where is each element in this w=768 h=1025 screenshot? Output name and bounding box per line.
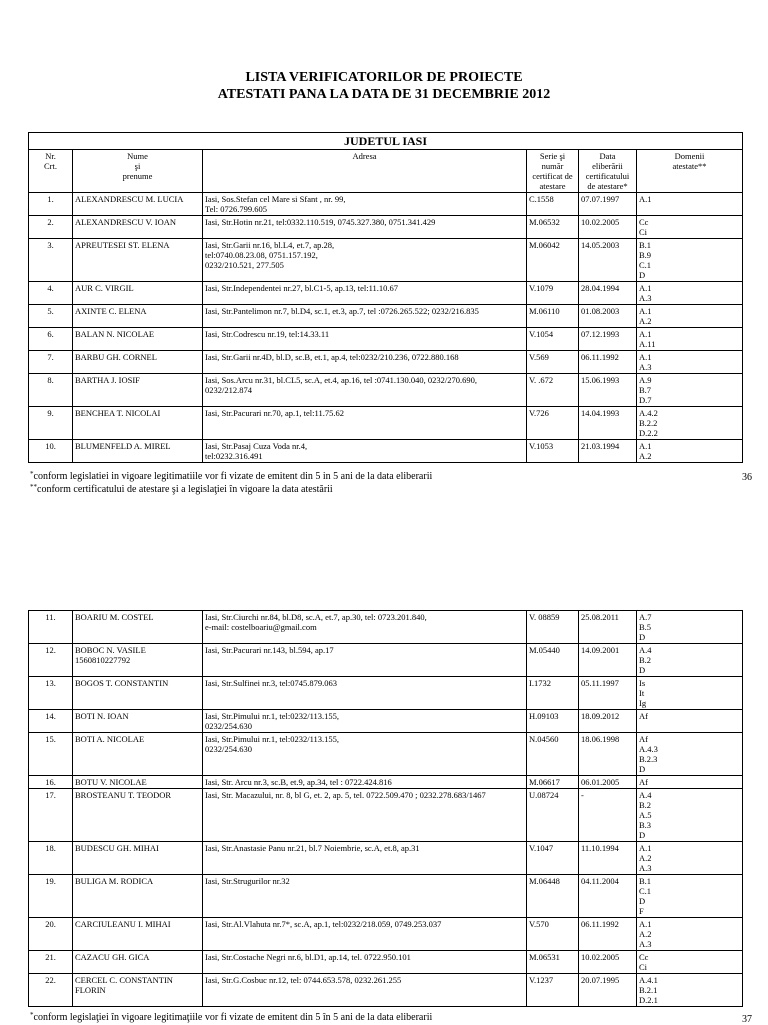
row-certificate-number: V.1053 [527, 440, 579, 463]
row-name-line: BOGOS T. CONSTANTIN [75, 678, 169, 688]
row-number: 6. [29, 328, 73, 351]
row-address-line: Iasi, Str.Costache Negri nr.6, bl.D1, ap.14, tel. 0722.950.101 [205, 952, 411, 962]
row-name-line: BLUMENFELD A. MIREL [75, 441, 171, 451]
table-row [29, 842, 743, 875]
row-address-line: Iasi, Str.Al.Vlahuta nr.7*, sc.A, ap.1, tel:0232/218.059, 0749.253.037 [205, 919, 442, 929]
row-domains-line: A.4 [639, 790, 652, 800]
row-address [203, 789, 527, 842]
row-domains-line: It [639, 688, 645, 698]
row-address-line: 0232/254.630 [205, 721, 252, 731]
row-address [203, 239, 527, 282]
row-name-line: 1560810227792 [75, 655, 131, 665]
row-address-line: Iasi, Sos.Stefan cel Mare si Sfant , nr. 99, [205, 194, 346, 204]
row-name-line: BARBU GH. CORNEL [75, 352, 157, 362]
row-name [73, 776, 203, 789]
table-row [29, 677, 743, 710]
table-row [29, 918, 743, 951]
row-certificate-number: I.1732 [527, 677, 579, 710]
row-domains [637, 611, 743, 644]
row-domains-line: A.1 [639, 352, 652, 362]
row-domains-line: A.5 [639, 810, 652, 820]
row-name-line: BALAN N. NICOLAE [75, 329, 155, 339]
row-issue-date: 11.10.1994 [579, 842, 637, 875]
row-domains-line: A.2 [639, 451, 652, 461]
row-certificate-number: V. 08859 [527, 611, 579, 644]
row-domains-line: B.2.2 [639, 418, 658, 428]
verifiers-table-page1 [28, 132, 743, 463]
row-name [73, 974, 203, 1007]
row-address-line: Iasi, Str.Garii nr.16, bl.L4, et.7, ap.28, [205, 240, 335, 250]
row-address [203, 216, 527, 239]
row-number: 1. [29, 193, 73, 216]
table-row [29, 875, 743, 918]
table-row [29, 193, 743, 216]
row-domains-line: B.2 [639, 800, 652, 810]
row-domains [637, 374, 743, 407]
row-domains [637, 216, 743, 239]
row-number: 20. [29, 918, 73, 951]
row-issue-date: 20.07.1995 [579, 974, 637, 1007]
row-address [203, 875, 527, 918]
row-domains-line: Ci [639, 962, 648, 972]
row-domains-line: Cc [639, 217, 649, 227]
row-domains-line: D.2.2 [639, 428, 658, 438]
row-address-line: Iasi, Str. Macazului, nr. 8, bl G, et. 2, ap. 5, tel. 0722.509.470 ; 0232.278.683/1467 [205, 790, 486, 800]
row-name [73, 918, 203, 951]
row-number: 3. [29, 239, 73, 282]
footnote-1 [30, 471, 432, 482]
table-row [29, 974, 743, 1007]
row-certificate-number: V.1237 [527, 974, 579, 1007]
row-address-line: Iasi, Str.Pacurari nr.143, bl.594, ap.17 [205, 645, 334, 655]
header-domains: Domenii atestate** [637, 150, 743, 193]
row-address [203, 974, 527, 1007]
row-name-line: BUDESCU GH. MIHAI [75, 843, 159, 853]
row-domains-line: A.1 [639, 283, 652, 293]
row-domains [637, 193, 743, 216]
row-issue-date: 01.08.2003 [579, 305, 637, 328]
row-address [203, 710, 527, 733]
row-issue-date: 10.02.2005 [579, 216, 637, 239]
table-row [29, 644, 743, 677]
row-domains-line: D [639, 896, 646, 906]
row-address-line: Iasi, Str.Sulfinei nr.3, tel:0745.879.063 [205, 678, 337, 688]
row-domains-line: D [639, 270, 646, 280]
row-issue-date: 14.05.2003 [579, 239, 637, 282]
row-domains-line: B.2.1 [639, 985, 658, 995]
row-address [203, 193, 527, 216]
row-number: 21. [29, 951, 73, 974]
row-domains-line: Cc [639, 952, 649, 962]
row-domains-line: A.1 [639, 441, 652, 451]
row-issue-date: 14.09.2001 [579, 644, 637, 677]
row-name-line: CERCEL C. CONSTANTIN [75, 975, 173, 985]
page-number-37: 37 [742, 1014, 752, 1025]
row-domains-line: A.2 [639, 929, 652, 939]
row-issue-date: 18.06.1998 [579, 733, 637, 776]
row-certificate-number: C.1558 [527, 193, 579, 216]
row-address-line: Iasi, Str.Codrescu nr.19, tel:14.33.11 [205, 329, 330, 339]
row-address-line: Iasi, Str.Pacurari nr.70, ap.1, tel:11.75.62 [205, 408, 344, 418]
row-name [73, 440, 203, 463]
row-domains-line: A.4.1 [639, 975, 658, 985]
row-number: 15. [29, 733, 73, 776]
row-address [203, 644, 527, 677]
row-address-line: 0232/210.521, 277.505 [205, 260, 284, 270]
row-issue-date: 21.03.1994 [579, 440, 637, 463]
row-address-line: 0232/254.630 [205, 744, 252, 754]
row-domains-line: A.7 [639, 612, 652, 622]
row-name-line: CAZACU GH. GICA [75, 952, 150, 962]
row-domains [637, 951, 743, 974]
row-issue-date: 28.04.1994 [579, 282, 637, 305]
row-name-line: APREUTESEI ST. ELENA [75, 240, 170, 250]
row-name [73, 875, 203, 918]
row-domains [637, 407, 743, 440]
row-domains-line: B.3 [639, 820, 652, 830]
row-address-line: Iasi, Str.Hotin nr.21, tel:0332.110.519, 0745.327.380, 0751.341.429 [205, 217, 436, 227]
row-number: 19. [29, 875, 73, 918]
footnote-2 [30, 484, 333, 495]
table-row [29, 710, 743, 733]
row-name-line: ALEXANDRESCU M. LUCIA [75, 194, 184, 204]
row-address-line: Iasi, Str.G.Cosbuc nr.12, tel: 0744.653.578, 0232.261.255 [205, 975, 402, 985]
row-name [73, 282, 203, 305]
row-domains-line: Af [639, 711, 648, 721]
row-domains [637, 789, 743, 842]
row-name [73, 789, 203, 842]
row-address-line: Iasi, Str.Anastasie Panu nr.21, bl.7 Noiembrie, sc.A, et.8, ap.31 [205, 843, 420, 853]
table-row [29, 282, 743, 305]
row-domains-line: A.3 [639, 863, 652, 873]
row-name-line: BARTHA J. IOSIF [75, 375, 140, 385]
row-domains-line: B.2.3 [639, 754, 658, 764]
row-address-line: Iasi, Str.Pimului nr.1, tel:0232/113.155, [205, 734, 340, 744]
row-domains [637, 733, 743, 776]
row-domains-line: A.1 [639, 843, 652, 853]
row-issue-date: 07.07.1997 [579, 193, 637, 216]
row-domains [637, 842, 743, 875]
row-name [73, 407, 203, 440]
row-name-line: AXINTE C. ELENA [75, 306, 147, 316]
row-name-line: BENCHEA T. NICOLAI [75, 408, 161, 418]
row-address-line: tel:0740.08.23.08, 0751.157.192, [205, 250, 318, 260]
row-name-line: BOTI A. NICOLAE [75, 734, 145, 744]
row-name-line: FLORIN [75, 985, 106, 995]
row-certificate-number: M.06448 [527, 875, 579, 918]
table-row [29, 328, 743, 351]
row-number: 9. [29, 407, 73, 440]
row-issue-date: 18.09.2012 [579, 710, 637, 733]
row-name [73, 644, 203, 677]
row-domains [637, 677, 743, 710]
document-title-line2: ATESTATI PANA LA DATA DE 31 DECEMBRIE 2012 [217, 87, 551, 102]
row-number: 5. [29, 305, 73, 328]
verifiers-table-page2 [28, 610, 743, 1007]
row-name [73, 351, 203, 374]
row-address-line: Iasi, Str.Pasaj Cuza Voda nr.4, [205, 441, 308, 451]
row-domains-line: A.3 [639, 939, 652, 949]
table-row [29, 440, 743, 463]
row-certificate-number: M.06532 [527, 216, 579, 239]
row-domains [637, 305, 743, 328]
row-issue-date: 06.11.1992 [579, 351, 637, 374]
row-domains [637, 440, 743, 463]
row-domains-line: A.11 [639, 339, 656, 349]
footnote-1-text: conform legislatiei in vigoare legitimatiile vor fi vizate de emitent din 5 in 5 ani de la data eliberarii [33, 471, 433, 482]
row-domains-line: Ci [639, 227, 648, 237]
table-body-page2 [29, 611, 743, 1007]
county-heading: JUDETUL IASI [29, 133, 743, 150]
row-address-line: e-mail: costelboariu@gmail.com [205, 622, 317, 632]
row-domains-line: A.2 [639, 853, 652, 863]
row-issue-date: 15.06.1993 [579, 374, 637, 407]
row-name [73, 239, 203, 282]
row-issue-date: 06.11.1992 [579, 918, 637, 951]
row-address [203, 733, 527, 776]
table-body-page1 [29, 193, 743, 463]
row-domains-line: A.1 [639, 194, 652, 204]
row-name [73, 733, 203, 776]
row-domains-line: B.7 [639, 385, 652, 395]
row-number: 18. [29, 842, 73, 875]
row-certificate-number: H.09103 [527, 710, 579, 733]
row-domains-line: A.9 [639, 375, 652, 385]
row-name-line: BOARIU M. COSTEL [75, 612, 154, 622]
row-domains-line: D.7 [639, 395, 652, 405]
row-certificate-number: M.06110 [527, 305, 579, 328]
footnote-3 [30, 1012, 432, 1023]
row-issue-date: 06.01.2005 [579, 776, 637, 789]
row-name [73, 710, 203, 733]
row-domains-line: B.1 [639, 876, 652, 886]
row-name-line: BROSTEANU T. TEODOR [75, 790, 172, 800]
row-address-line: Iasi, Str.Garii nr.4D, bl.D, sc.B, et.1, ap.4, tel:0232/210.236, 0722.880.168 [205, 352, 459, 362]
table-row [29, 305, 743, 328]
footnote-1-mark: * [30, 470, 34, 478]
row-address [203, 305, 527, 328]
row-domains-line: D.2.1 [639, 995, 658, 1005]
row-address [203, 677, 527, 710]
row-certificate-number: U.08724 [527, 789, 579, 842]
row-domains-line: F [639, 906, 644, 916]
row-number: 4. [29, 282, 73, 305]
row-domains [637, 918, 743, 951]
row-address-line: Iasi, Str. Arcu nr.3, sc.B, et.9, ap.34, tel : 0722.424.816 [205, 777, 392, 787]
table-row [29, 374, 743, 407]
row-address-line: Iasi, Sos.Arcu nr.31, bl.CL5, sc.A, et.4, ap.16, tel :0741.130.040, 0232/270.690, [205, 375, 477, 385]
row-domains-line: D [639, 830, 646, 840]
row-name-line: ALEXANDRESCU V. IOAN [75, 217, 176, 227]
row-name-line: CARCIULEANU I. MIHAI [75, 919, 171, 929]
row-domains-line: A.4.3 [639, 744, 658, 754]
row-number: 2. [29, 216, 73, 239]
row-name [73, 374, 203, 407]
row-address [203, 918, 527, 951]
row-name-line: BOBOC N. VASILE [75, 645, 146, 655]
header-issue-date: Data eliberării certificatului de atestare* [579, 150, 637, 193]
row-address-line: 0232/212.874 [205, 385, 252, 395]
table-row [29, 407, 743, 440]
row-certificate-number: M.06617 [527, 776, 579, 789]
row-domains-line: C.1 [639, 886, 652, 896]
header-nr: Nr. Crt. [29, 150, 73, 193]
row-certificate-number: V.726 [527, 407, 579, 440]
row-domains-line: A.4.2 [639, 408, 658, 418]
row-address-line: Iasi, Str.Independentei nr.27, bl.C1-5, ap.13, tel:11.10.67 [205, 283, 399, 293]
row-domains-line: Af [639, 777, 648, 787]
row-address [203, 407, 527, 440]
page-number-36: 36 [742, 472, 752, 483]
row-certificate-number: V. .672 [527, 374, 579, 407]
row-name [73, 677, 203, 710]
row-domains-line: A.2 [639, 316, 652, 326]
footnote-3-mark: * [30, 1011, 34, 1019]
row-domains-line: B.2 [639, 655, 652, 665]
row-domains [637, 351, 743, 374]
row-address-line: Tel: 0726.799.605 [205, 204, 267, 214]
row-name [73, 305, 203, 328]
row-address [203, 328, 527, 351]
row-certificate-number: V.1047 [527, 842, 579, 875]
row-issue-date: 25.08.2011 [579, 611, 637, 644]
row-number: 17. [29, 789, 73, 842]
row-address-line: tel:0232.316.491 [205, 451, 263, 461]
table-row [29, 216, 743, 239]
row-domains-line: B.5 [639, 622, 652, 632]
row-address-line: Iasi, Str.Strugurilor nr.32 [205, 876, 290, 886]
row-address-line: Iasi, Str.Pantelimon nr.7, bl.D4, sc.1, et.3, ap.7, tel :0726.265.522; 0232/216.835 [205, 306, 479, 316]
row-number: 12. [29, 644, 73, 677]
table-row [29, 351, 743, 374]
row-domains-line: A.4 [639, 645, 652, 655]
row-issue-date: 05.11.1997 [579, 677, 637, 710]
row-number: 11. [29, 611, 73, 644]
row-address [203, 374, 527, 407]
row-domains-line: A.1 [639, 306, 652, 316]
row-domains [637, 875, 743, 918]
row-certificate-number: M.05440 [527, 644, 579, 677]
row-domains-line: B.9 [639, 250, 652, 260]
table-header-row [29, 150, 743, 193]
row-name-line: AUR C. VIRGIL [75, 283, 134, 293]
header-address: Adresa [203, 150, 527, 193]
row-number: 22. [29, 974, 73, 1007]
row-certificate-number: V.569 [527, 351, 579, 374]
row-issue-date: 04.11.2004 [579, 875, 637, 918]
row-domains-line: Af [639, 734, 648, 744]
row-domains [637, 644, 743, 677]
row-issue-date: - [579, 789, 637, 842]
table-row [29, 611, 743, 644]
row-certificate-number: V.1079 [527, 282, 579, 305]
row-name [73, 842, 203, 875]
row-number: 16. [29, 776, 73, 789]
row-certificate-number: N.04560 [527, 733, 579, 776]
row-address [203, 440, 527, 463]
row-name [73, 328, 203, 351]
table-row [29, 776, 743, 789]
footnote-2-text: conform certificatului de atestare şi a legislaţiei în vigoare la data atestării [37, 484, 333, 495]
row-issue-date: 14.04.1993 [579, 407, 637, 440]
row-domains-line: D [639, 665, 646, 675]
row-name [73, 611, 203, 644]
footnote-3-text: conform legislaţiei în vigoare legitimaţiile vor fi vizate de emitent din 5 în 5 ani de la data eliberarii [33, 1012, 433, 1023]
row-issue-date: 07.12.1993 [579, 328, 637, 351]
table-row [29, 789, 743, 842]
row-domains-line: A.1 [639, 329, 652, 339]
row-domains-line: A.3 [639, 293, 652, 303]
table-row [29, 951, 743, 974]
row-certificate-number: V.1054 [527, 328, 579, 351]
row-number: 14. [29, 710, 73, 733]
row-domains [637, 974, 743, 1007]
row-domains-line: D [639, 764, 646, 774]
row-address [203, 951, 527, 974]
document-title-line1: LISTA VERIFICATORILOR DE PROIECTE [245, 70, 523, 85]
header-certificate-number: Serie şi număr certificat de atestare [527, 150, 579, 193]
table-row [29, 239, 743, 282]
row-domains [637, 776, 743, 789]
row-domains-line: A.1 [639, 919, 652, 929]
row-domains-line: Ig [639, 698, 647, 708]
row-domains-line: D [639, 632, 646, 642]
table-row [29, 733, 743, 776]
row-domains-line: A.3 [639, 362, 652, 372]
row-domains [637, 328, 743, 351]
row-domains [637, 282, 743, 305]
footnote-2-mark: ** [30, 483, 37, 491]
row-name-line: BULIGA M. RODICA [75, 876, 154, 886]
row-number: 8. [29, 374, 73, 407]
row-certificate-number: M.06042 [527, 239, 579, 282]
row-name [73, 193, 203, 216]
row-domains-line: C.1 [639, 260, 652, 270]
header-name: Nume şi prenume [73, 150, 203, 193]
row-certificate-number: V.570 [527, 918, 579, 951]
row-name [73, 216, 203, 239]
row-address [203, 351, 527, 374]
row-address [203, 282, 527, 305]
row-issue-date: 10.02.2005 [579, 951, 637, 974]
row-address [203, 776, 527, 789]
row-domains-line: Is [639, 678, 646, 688]
row-name-line: BOTU V. NICOLAE [75, 777, 147, 787]
row-number: 7. [29, 351, 73, 374]
row-number: 13. [29, 677, 73, 710]
row-domains-line: B.1 [639, 240, 652, 250]
row-domains [637, 710, 743, 733]
row-address-line: Iasi, Str.Pimului nr.1, tel:0232/113.155, [205, 711, 340, 721]
row-address [203, 842, 527, 875]
row-address-line: Iasi, Str.Ciurchi nr.84, bl.D8, sc.A, et.7, ap.30, tel: 0723.201.840, [205, 612, 427, 622]
row-domains [637, 239, 743, 282]
row-name [73, 951, 203, 974]
row-certificate-number: M.06531 [527, 951, 579, 974]
row-address [203, 611, 527, 644]
row-number: 10. [29, 440, 73, 463]
row-name-line: BOTI N. IOAN [75, 711, 129, 721]
